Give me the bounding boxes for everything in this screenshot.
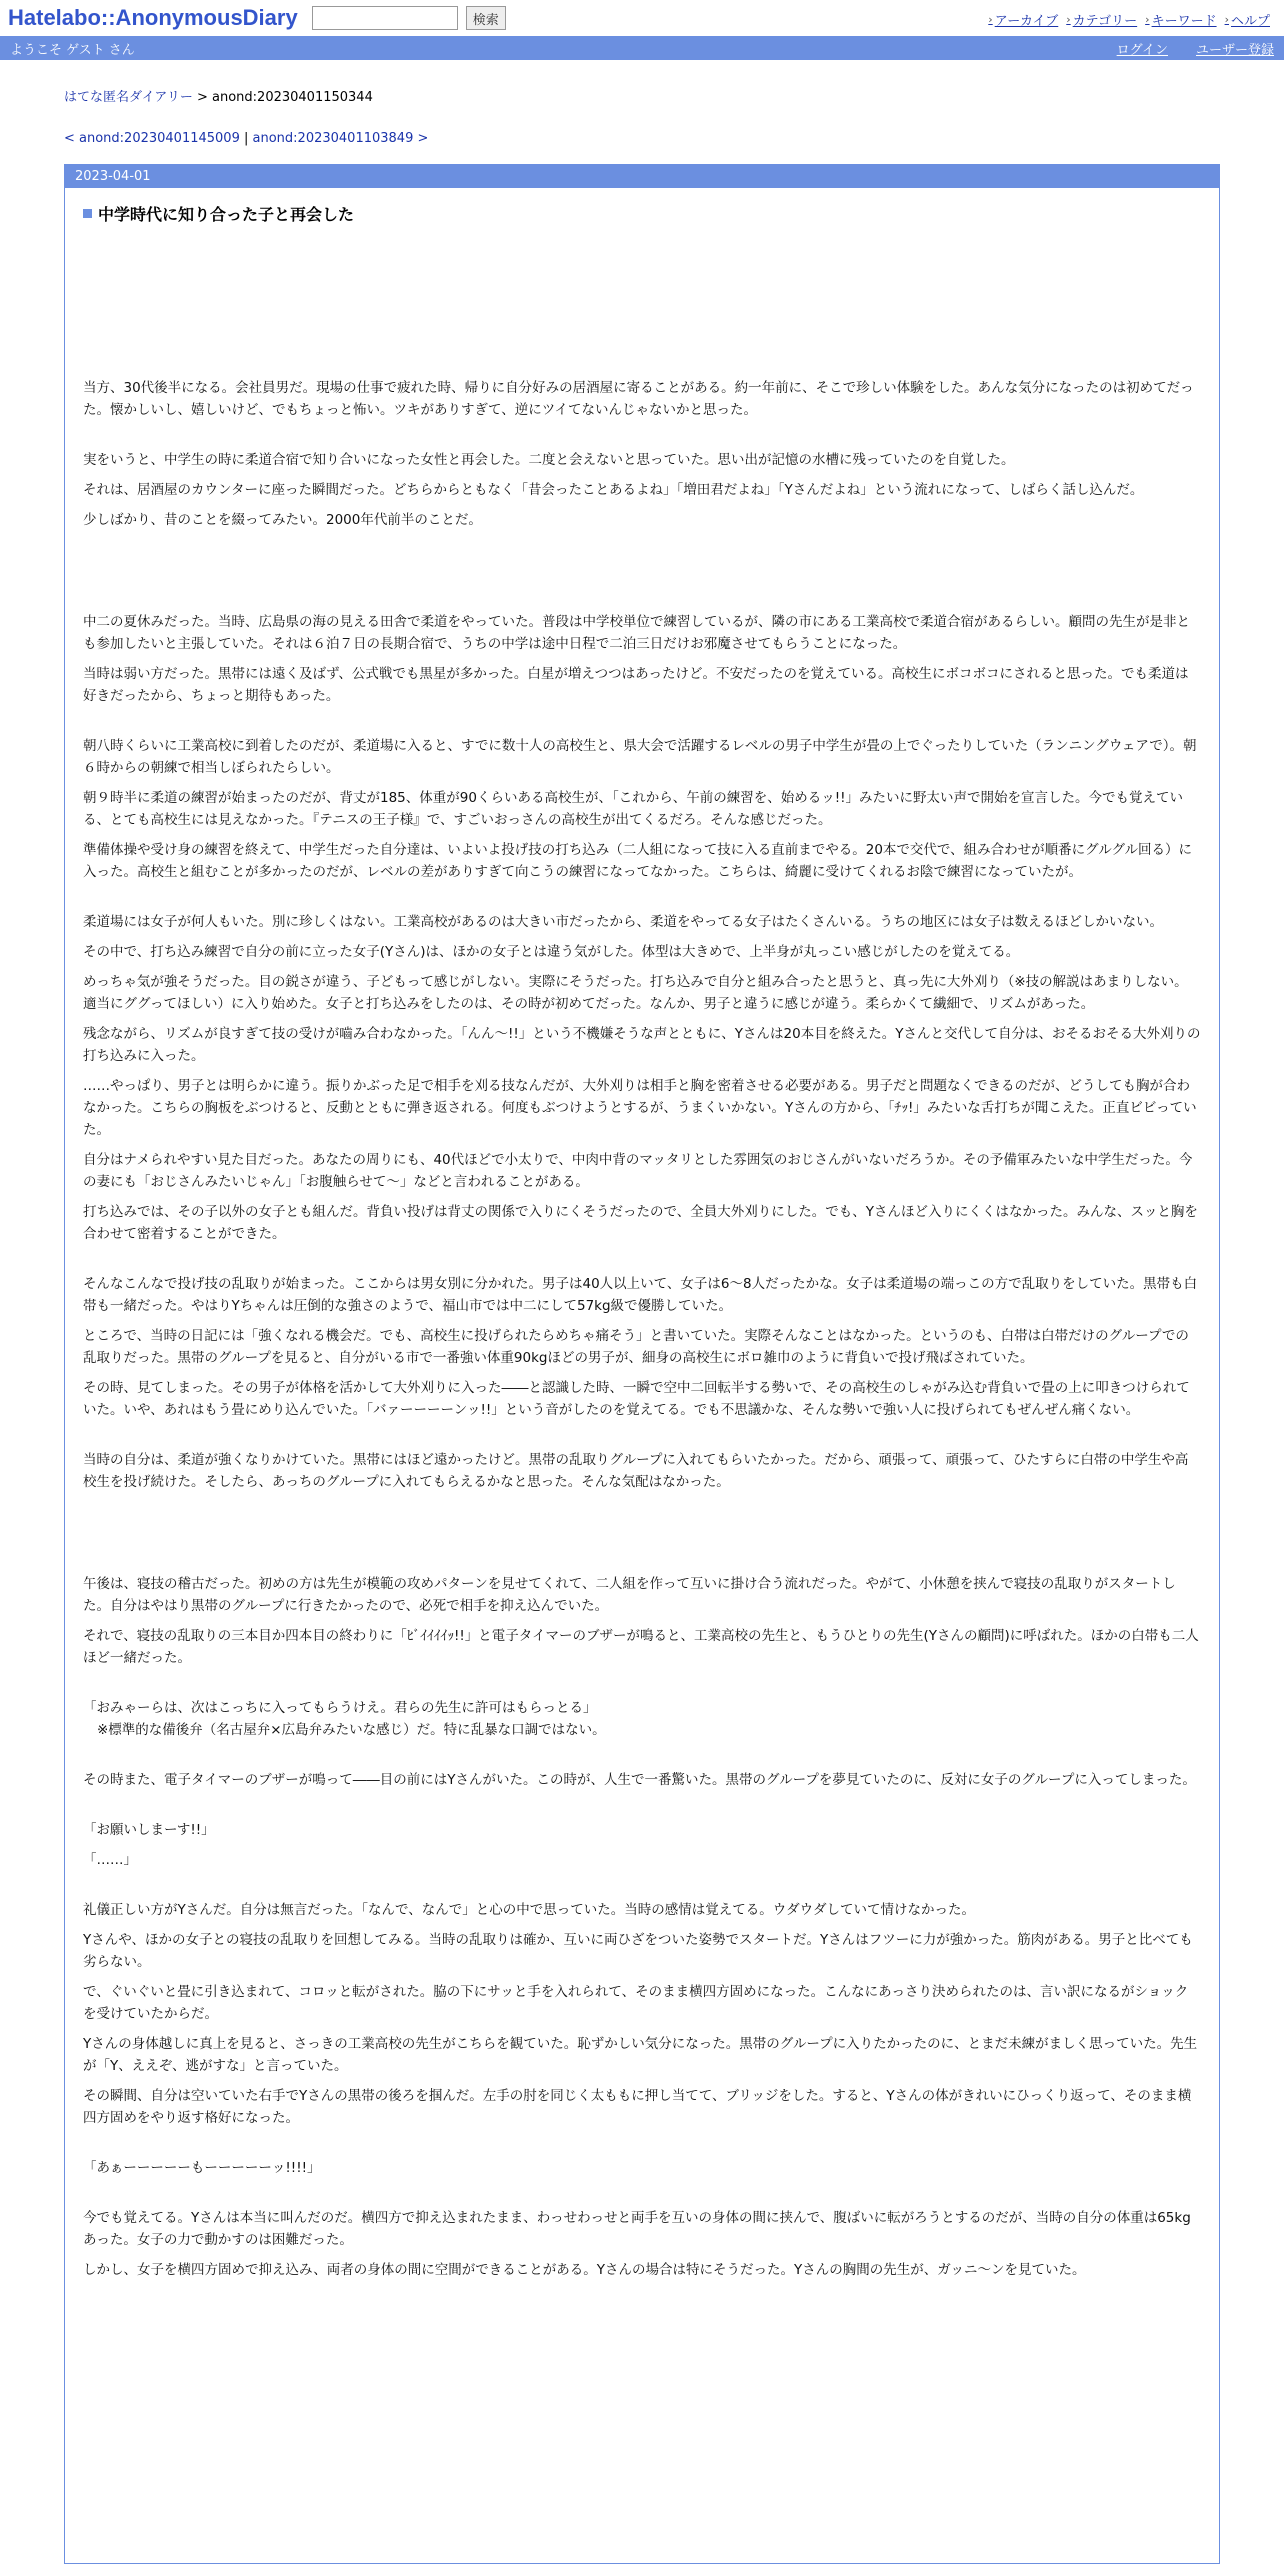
entry-paragraph: 「お願いしまーす!!」 <box>83 1822 215 1838</box>
entry-paragraph: 当方、30代後半になる。会社員男だ。現場の仕事で疲れた時、帰りに自分好みの居酒屋に寄ることがある。約一年前に、そこで珍しい体験をした。あんな気分になったのは初めてだった。懐かしいし、嬉しいけど、でもちょっと怖い。ツキがありすぎて、逆にツイてないんじゃないかと思った。 <box>83 380 1194 418</box>
entry-paragraph: 「あぁーーーーーもーーーーーッ!!!!」 <box>83 2160 321 2176</box>
square-bullet-icon[interactable] <box>83 209 92 218</box>
search-button[interactable]: 検索 <box>466 6 506 30</box>
entry-title <box>83 202 1201 225</box>
entry-paragraph: その時、見てしまった。その男子が体格を活かして大外刈りに入った――と認識した時、一瞬で空中二回転半する勢いで、その高校生のしゃがみ込む背負いで畳の上に叩きつけられていた。いや、あれはもう畳にめり込んでいた。「バァーーーーンッ!!」という音がしたのを覚えてる。でも不思議かな、そんな勢いで強い人に投げられてもぜんぜん痛くない。 <box>83 1380 1190 1418</box>
paragraph-spacer <box>83 2129 1201 2157</box>
paragraph-spacer <box>83 1669 1201 1697</box>
entry-navigation <box>64 131 1220 146</box>
paragraph-spacer <box>83 1493 1201 1573</box>
entry-paragraph: それで、寝技の乱取りの三本目か四本目の終わりに「ﾋﾞｲｲｲｲｯ!!」と電子タイマーのブザーが鳴ると、工業高校の先生と、もうひとりの先生(Yさんの顧問)に呼ばれた。ほかの白帯も二人ほど一緒だった。 <box>83 1628 1199 1666</box>
paragraph-spacer <box>83 1741 1201 1769</box>
breadcrumb-separator: > <box>192 90 213 105</box>
paragraph-spacer <box>83 883 1201 911</box>
entry-title-text: 中学時代に知り合った子と再会した <box>98 205 355 224</box>
entry-paragraph: 午後は、寝技の稽古だった。初めの方は先生が模範の攻めパターンを見せてくれて、二人組を作って互いに掛け合う流れだった。やがて、小休憩を挟んで寝技の乱取りがスタートした。自分はやはり黒帯のグループに行きたかったので、必死で相手を抑え込んでいた。 <box>83 1576 1176 1614</box>
entry-paragraph: Yさんや、ほかの女子との寝技の乱取りを回想してみる。当時の乱取りは確か、互いに両ひざをついた姿勢でスタートだ。Yさんはフツーに力が強かった。筋肉がある。男子と比べても劣らない。 <box>83 1932 1193 1970</box>
entry-paragraph: しかし、女子を横四方固めで抑え込み、両者の身体の間に空間ができることがある。Yさんの場合は特にそうだった。Yさんの胸間の先生が、ガッニ～ンを見ていた。 <box>83 2262 1086 2278</box>
paragraph-spacer <box>83 421 1201 449</box>
register-link[interactable]: ユーザー登録 <box>1195 42 1274 58</box>
breadcrumb <box>64 86 1220 105</box>
paragraph-spacer <box>83 225 1201 377</box>
paragraph-spacer <box>83 1245 1201 1273</box>
breadcrumb-current: anond:20230401150344 <box>212 90 373 105</box>
entry-paragraph: その瞬間、自分は空いていた右手でYさんの黒帯の後ろを掴んだ。左手の肘を同じく太ももに押し当てて、ブリッジをした。すると、Yさんの体がきれいにひっくり返って、そのまま横四方固めをやり返す格好になった。 <box>83 2088 1192 2126</box>
entry-paragraph: 残念ながら、リズムが良すぎて技の受けが嚙み合わなかった。「んん～!!」という不機嫌そうな声とともに、Yさんは20本目を終えた。Yさんと交代して自分は、おそるおそる大外刈りの打ち込みに入った。 <box>83 1026 1201 1064</box>
breadcrumb-home-link[interactable]: はてな匿名ダイアリー <box>64 90 193 105</box>
entry-paragraph: Yさんの身体越しに真上を見ると、さっきの工業高校の先生がこちらを観ていた。恥ずかしい気分になった。黒帯のグループに入りたかったのに、とまだ未練がましく思っていた。先生が「Y、ええぞ、逃がすな」と言っていた。 <box>83 2036 1198 2074</box>
entry-paragraph: 「おみゃーらは、次はこっちに入ってもらうけえ。君らの先生に許可はもらっとる」 <box>83 1700 597 1716</box>
chevron-right-icon: › <box>988 13 993 26</box>
chevron-right-icon: › <box>1224 13 1229 26</box>
entry <box>65 188 1219 2281</box>
entry-paragraph: 「……」 <box>83 1852 137 1868</box>
chevron-right-icon: › <box>1066 13 1071 26</box>
entry-body <box>83 225 1201 2281</box>
day-section <box>64 164 1220 2564</box>
entry-paragraph: で、ぐいぐいと畳に引き込まれて、コロッと転がされた。脇の下にサッと手を入れられて、そのまま横四方固めになった。こんなにあっさり決められたのは、言い訳になるがショックを受けていたからだ。 <box>83 1984 1189 2022</box>
main-content <box>0 86 1284 2564</box>
entry-paragraph: 自分はナメられやすい見た目だった。あなたの周りにも、40代ほどで小太りで、中肉中背のマッタリとした雰囲気のおじさんがいないだろうか。その予備軍みたいな中学生だった。今の妻にも「おじさんみたいじゃん」「お腹触らせて～」などと言われることがある。 <box>83 1152 1193 1190</box>
top-links <box>988 10 1270 29</box>
entry-paragraph: その時また、電子タイマーのブザーが鳴って――目の前にはYさんがいた。この時が、人生で一番驚いた。黒帯のグループを夢見ていたのに、反対に女子のグループに入ってしまった。 <box>83 1772 1196 1788</box>
paragraph-spacer <box>83 707 1201 735</box>
entry-paragraph: めっちゃ気が強そうだった。目の鋭さが違う、子どもって感じがしない。実際にそうだった。打ち込みで自分と組み合ったと思うと、真っ先に大外刈り（※技の解説はあまりしない。適当にググってほしい）に入り始めた。女子と打ち込みをしたのは、その時が初めてだった。なんか、男子と違うに感じが違う。柔らかくて繊細で、リズムがあった。 <box>83 974 1188 1012</box>
keyword-link[interactable]: › キーワード <box>1145 13 1217 29</box>
entry-paragraph: そんなこんなで投げ技の乱取りが始まった。ここからは男女別に分かれた。男子は40人以上いて、女子は6～8人だったかな。女子は柔道場の端っこの方で乱取りをしていた。黒帯も白帯も一緒だった。やはりYちゃんは圧倒的な強さのようで、福山市では中二にして57kg級で優勝していた。 <box>83 1276 1198 1314</box>
entry-paragraph: 打ち込みでは、その子以外の女子とも組んだ。背負い投げは背丈の関係で入りにくそうだったので、全員大外刈りにした。でも、Yさんほど入りにくくはなかった。みんな、スッと胸を合わせて密着することができた。 <box>83 1204 1198 1242</box>
entry-paragraph: 朝八時くらいに工業高校に到着したのだが、柔道場に入ると、すでに数十人の高校生と、県大会で活躍するレベルの男子中学生が畳の上でぐったりしていた（ランニングウェアで）。朝６時からの朝練で相当しぼられたらしい。 <box>83 738 1197 776</box>
entry-paragraph: ※標準的な備後弁（名古屋弁×広島弁みたいな感じ）だ。特に乱暴な口調ではない。 <box>97 1722 606 1738</box>
entry-paragraph: 当時は弱い方だった。黒帯には遠く及ばず、公式戦でも黒星が多かった。白星が増えつつはあったけど。不安だったのを覚えている。高校生にボコボコにされると思った。でも柔道は好きだったから、ちょっと期待もあった。 <box>83 666 1189 704</box>
next-entry-link[interactable]: anond:20230401103849 > <box>252 131 429 146</box>
entry-paragraph: 少しばかり、昔のことを綴ってみたい。2000年代前半のことだ。 <box>83 512 482 528</box>
paragraph-spacer <box>83 1871 1201 1899</box>
paragraph-spacer <box>83 1791 1201 1819</box>
site-logo[interactable]: Hatelabo::AnonymousDiary <box>8 5 298 30</box>
day-date: 2023-04-01 <box>65 165 1219 188</box>
paragraph-spacer <box>83 1421 1201 1449</box>
welcome-bar <box>0 36 1284 60</box>
prev-entry-link[interactable]: < anond:20230401145009 <box>64 131 240 146</box>
entry-paragraph: ところで、当時の日記には「強くなれる機会だ。でも、高校生に投げられたらめちゃ痛そう」と書いていた。実際そんなことはなかった。というのも、白帯は白帯だけのグループでの乱取りだった。黒帯のグループを見ると、自分がいる市で一番強い体重90kgほどの男子が、細身の高校生にボロ雑巾のように背負いで投げ飛ばされていた。 <box>83 1328 1189 1366</box>
welcome-text: ようこそ ゲスト さん <box>10 42 135 58</box>
chevron-right-icon: › <box>1145 13 1150 26</box>
entry-paragraph: 準備体操や受け身の練習を終えて、中学生だった自分達は、いよいよ投げ技の打ち込み（二人組になって技に入る直前までやる。20本で交代で、組み合わせが順番にグルグル回る）に入った。高校生と組むことが多かったのだが、レベルの差がありすぎて向こうの練習になってなかった。こちらは、綺麗に受けてくれるお陰で練習になっていたが。 <box>83 842 1193 880</box>
login-link[interactable]: ログイン <box>1116 42 1168 58</box>
entry-paragraph: 実をいうと、中学生の時に柔道合宿で知り合いになった女性と再会した。二度と会えないと思っていた。思い出が記憶の水槽に残っていたのを自覚した。 <box>83 452 1015 468</box>
category-link[interactable]: › カテゴリー <box>1066 13 1138 29</box>
entry-paragraph: 柔道場には女子が何人もいた。別に珍しくはない。工業高校があるのは大きい市だったから、柔道をやってる女子はたくさんいる。うちの地区には女子は数えるほどしかいない。 <box>83 914 1163 930</box>
entry-paragraph: それは、居酒屋のカウンターに座った瞬間だった。どちらからともなく「昔会ったことあるよね」「増田君だよね」「Yさんだよね」という流れになって、しばらく話し込んだ。 <box>83 482 1144 498</box>
entry-paragraph: その中で、打ち込み練習で自分の前に立った女子(Yさん)は、ほかの女子とは違う気がした。体型は大きめで、上半身が丸っこい感じがしたのを覚えてる。 <box>83 944 1020 960</box>
search-input[interactable] <box>312 6 458 30</box>
paragraph-spacer <box>83 2179 1201 2207</box>
top-bar <box>0 0 1284 36</box>
entry-paragraph: 中二の夏休みだった。当時、広島県の海の見える田舎で柔道をやっていた。普段は中学校単位で練習しているが、隣の市にある工業高校で柔道合宿があるらしい。顧問の先生が是非とも参加したいと主張していた。それは６泊７日の長期合宿で、うちの中学は途中日程で二泊三日だけお邪魔させてもらうことになった。 <box>83 614 1190 652</box>
archive-link[interactable]: › アーカイブ <box>988 13 1059 29</box>
entry-paragraph: 礼儀正しい方がYさんだ。自分は無言だった。「なんで、なんで」と心の中で思っていた。当時の感情は覚えてる。ウダウダしていて情けなかった。 <box>83 1902 975 1918</box>
entry-paragraph: 朝９時半に柔道の練習が始まったのだが、背丈が185、体重が90くらいある高校生が、「これから、午前の練習を、始めるッ!!」みたいに野太い声で開始を宣言した。今でも覚えている、とても高校生には見えなかった。『テニスの王子様』で、すごいおっさんの高校生が出てくるだろ。そんな感じだった。 <box>83 790 1184 828</box>
entry-paragraph: ……やっぱり、男子とは明らかに違う。振りかぶった足で相手を刈る技なんだが、大外刈りは相手と胸を密着させる必要がある。男子だと問題なくできるのだが、どうしても胸が合わなかった。こちらの胸板をぶつけると、反動とともに弾き返される。何度もぶつけようとするが、うまくいかない。Yさんの方から、「ﾁｯ!」みたいな舌打ちが聞こえた。正直ビビっていた。 <box>83 1078 1197 1138</box>
entry-paragraph: 当時の自分は、柔道が強くなりかけていた。黒帯にはほど遠かったけど。黒帯の乱取りグループに入れてもらいたかった。だから、頑張って、頑張って、ひたすらに白帯の中学生や高校生を投げ続けた。そしたら、あっちのグループに入れてもらえるかなと思った。そんな気配はなかった。 <box>83 1452 1189 1490</box>
help-link[interactable]: › ヘルプ <box>1224 13 1270 29</box>
entry-paragraph: 今でも覚えてる。Yさんは本当に叫んだのだ。横四方で抑え込まれたまま、わっせわっせと両手を互いの身体の間に挟んで、腹ばいに転がろうとするのだが、当時の自分の体重は65kgあった。女子の力で動かすのは困難だった。 <box>83 2210 1191 2248</box>
paragraph-spacer <box>83 531 1201 611</box>
nav-separator: | <box>239 131 253 146</box>
